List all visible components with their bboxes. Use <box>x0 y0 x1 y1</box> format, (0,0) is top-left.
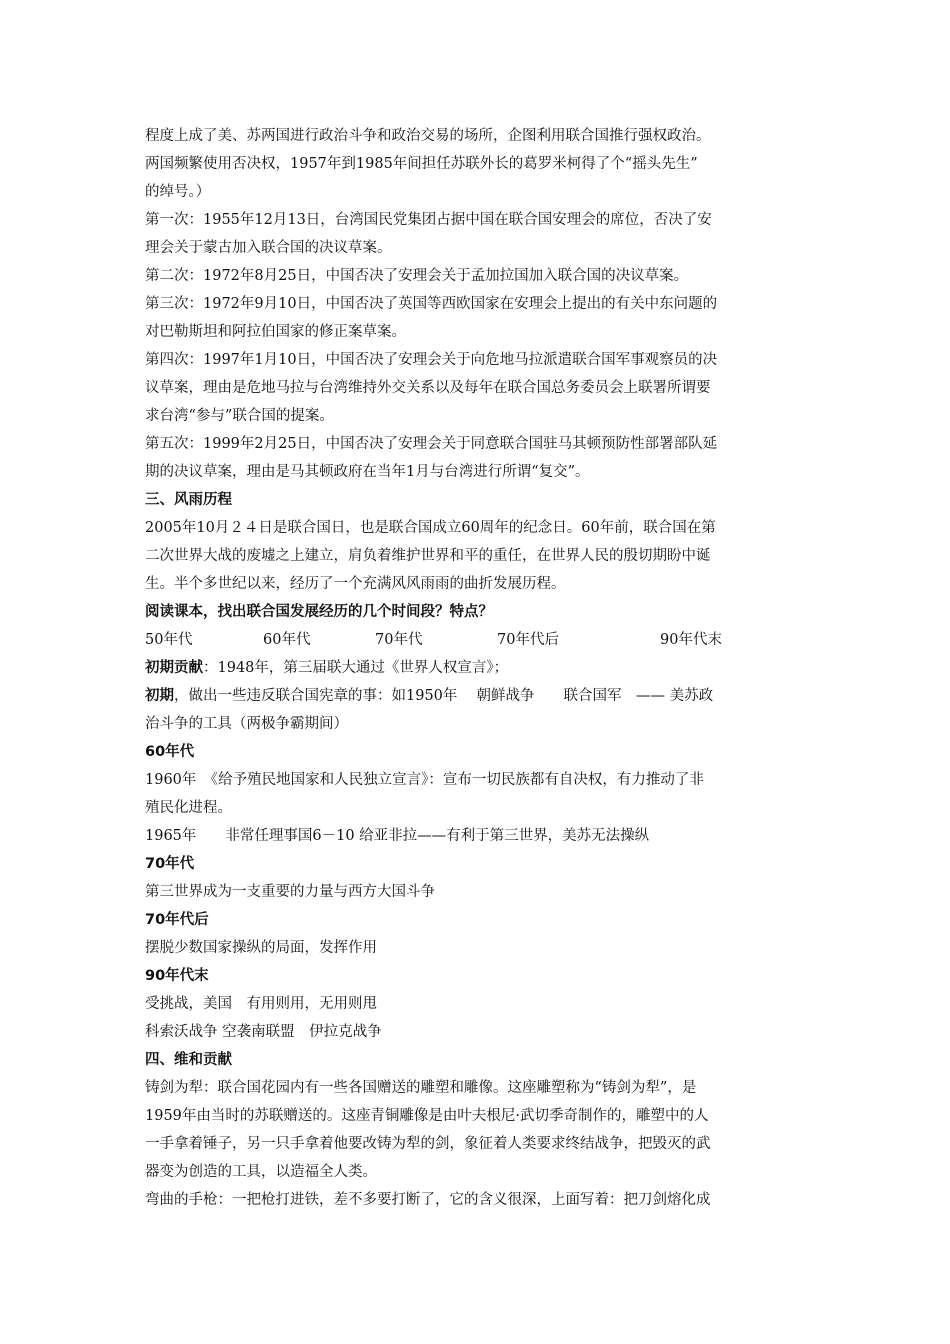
text-line: 殖民化进程。 <box>145 800 232 816</box>
text-line: 2005年10月２４日是联合国日，也是联合国成立60周年的纪念日。60年前，联合国在第 <box>145 520 716 536</box>
section-after-70s-heading: 70年代后 <box>145 912 209 928</box>
early-contribution-label: 初期贡献 <box>145 660 203 676</box>
text-line: 一手拿着锤子，另一只手拿着他要改铸为犁的剑，象征着人类要求终结战争，把毁灭的武 <box>145 1136 711 1152</box>
period-item: 70年代后 <box>497 632 559 648</box>
early-contribution-text: ：1948年，第三届联大通过《世界人权宣言》； <box>203 660 509 676</box>
text-line: 器变为创造的工具，以造福全人类。 <box>145 1164 377 1180</box>
section-70s-heading: 70年代 <box>145 856 195 872</box>
early-period-text: ，做出一些违反联合国宪章的事：如1950年 朝鲜战争 联合国军 —— 美苏政 <box>174 688 714 704</box>
text-line: 生。半个多世纪以来，经历了一个充满风风雨雨的曲折发展历程。 <box>145 576 566 592</box>
text-line: 治斗争的工具（两极争霸期间） <box>145 716 348 732</box>
text-line: 1959年由当时的苏联赠送的。这座青铜雕像是由叶夫根尼·武切季奇制作的，雕塑中的人 <box>145 1108 709 1124</box>
veto-1-line: 第一次：1955年12月13日，台湾国民党集团占据中国在联合国安理会的席位，否决了安 <box>145 212 712 228</box>
text-line: 摆脱少数国家操纵的局面，发挥作用 <box>145 940 377 956</box>
text-line: 的绰号。） <box>145 184 211 200</box>
text-line: 二次世界大战的废墟之上建立，肩负着维护世界和平的重任，在世界人民的殷切期盼中诞 <box>145 548 711 564</box>
period-item: 70年代 <box>375 632 423 648</box>
text-line: 铸剑为犁：联合国花园内有一些各国赠送的雕塑和雕像。这座雕塑称为“铸剑为犁”，是 <box>145 1080 697 1096</box>
text-line: 科索沃战争 空袭南联盟 伊拉克战争 <box>145 1024 382 1040</box>
text-line: 1965年 非常任理事国6－10 给亚非拉——有利于第三世界，美苏无法操纵 <box>145 828 650 844</box>
text-line: 程度上成了美、苏两国进行政治斗争和政治交易的场所，企图利用联合国推行强权政治。 <box>145 128 711 144</box>
early-contribution-line <box>145 654 825 682</box>
period-list <box>145 626 825 654</box>
section-4-heading: 四、维和贡献 <box>145 1052 232 1068</box>
section-late-90s-heading: 90年代末 <box>145 968 209 984</box>
text-line: 两国频繁使用否决权，1957年到1985年间担任苏联外长的葛罗米柯得了个“摇头先生” <box>145 156 698 172</box>
veto-4-line: 第四次：1997年1月10日，中国否决了安理会关于向危地马拉派遣联合国军事观察员的决 <box>145 352 718 368</box>
period-item: 50年代 <box>145 632 193 648</box>
period-item: 90年代末 <box>660 632 722 648</box>
veto-2-line: 第二次：1972年8月25日，中国否决了安理会关于孟加拉国加入联合国的决议草案。 <box>145 268 689 284</box>
text-line: 1960年 《给予殖民地国家和人民独立宣言》：宣布一切民族都有自决权，有力推动了非 <box>145 772 704 788</box>
section-60s-heading: 60年代 <box>145 744 195 760</box>
text-line: 第三世界成为一支重要的力量与西方大国斗争 <box>145 884 435 900</box>
veto-5-line: 期的决议草案，理由是马其顿政府在当年1月与台湾进行所谓“复交”。 <box>145 464 590 480</box>
period-item: 60年代 <box>263 632 311 648</box>
veto-3-line: 对巴勒斯坦和阿拉伯国家的修正案草案。 <box>145 324 406 340</box>
veto-5-line: 第五次：1999年2月25日，中国否决了安理会关于同意联合国驻马其顿预防性部署部队延 <box>145 436 718 452</box>
veto-4-line: 议草案，理由是危地马拉与台湾维持外交关系以及每年在联合国总务委员会上联署所谓要 <box>145 380 711 396</box>
text-line: 受挑战，美国 有用则用，无用则甩 <box>145 996 377 1012</box>
veto-3-line: 第三次：1972年9月10日，中国否决了英国等西欧国家在安理会上提出的有关中东问题的 <box>145 296 718 312</box>
section-3-heading: 三、风雨历程 <box>145 492 232 508</box>
early-period-line <box>145 682 825 710</box>
text-line: 弯曲的手枪：一把枪打进铁，差不多要打断了，它的含义很深，上面写着：把刀剑熔化成 <box>145 1192 711 1208</box>
veto-1-line: 理会关于蒙古加入联合国的决议草案。 <box>145 240 392 256</box>
document-body <box>145 122 825 1214</box>
reading-question: 阅读课本，找出联合国发展经历的几个时间段？特点？ <box>145 604 493 620</box>
early-period-label: 初期 <box>145 688 174 704</box>
veto-4-line: 求台湾“参与”联合国的提案。 <box>145 408 334 424</box>
